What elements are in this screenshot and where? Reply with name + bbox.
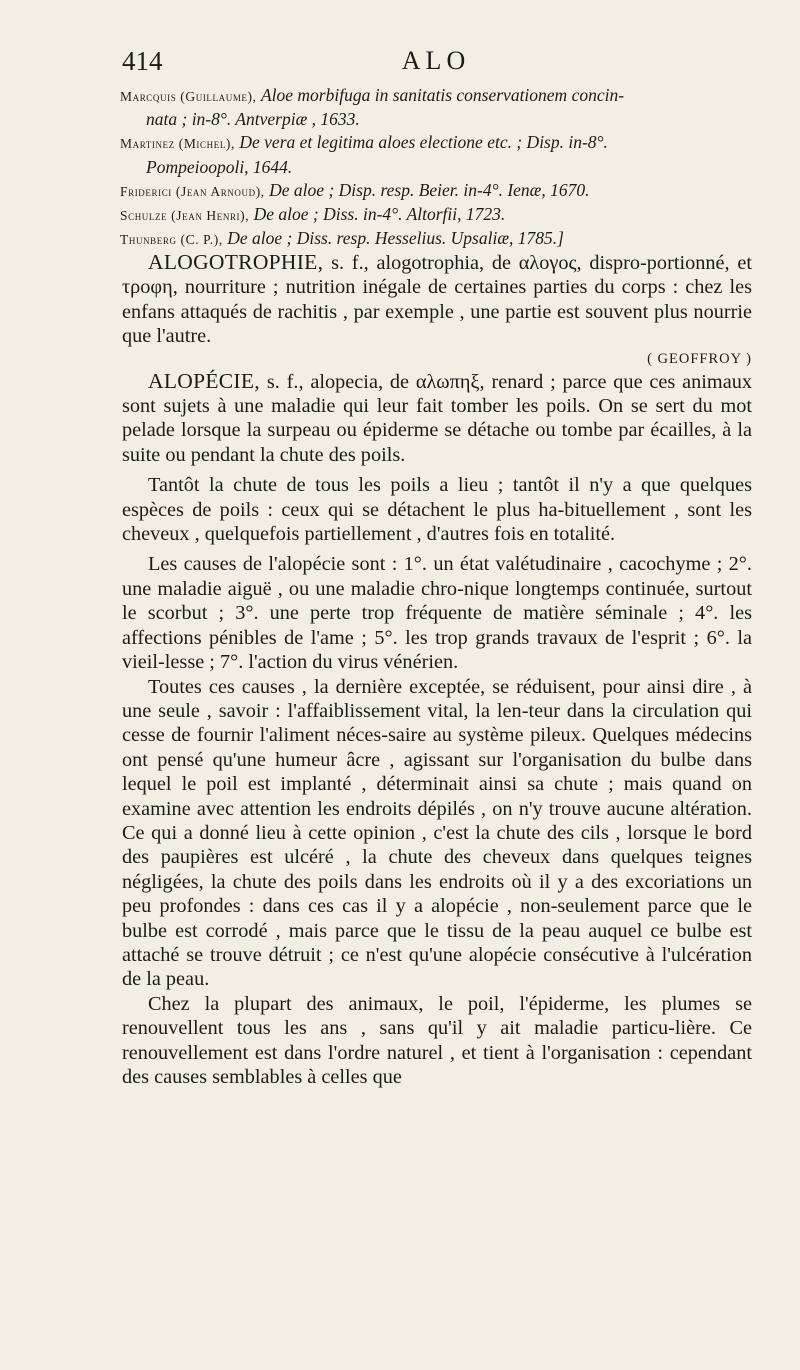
bib-title: nata ; in-8°. Antverpiæ , 1633.: [146, 109, 360, 130]
page-header: [122, 46, 750, 82]
bib-title: De aloe ; Disp. resp. Beier. in-4°. Ienæ, 1670.: [269, 179, 590, 200]
bib-title: Pompeioopoli, 1644.: [146, 156, 293, 177]
bibliography-entry-continued: [120, 156, 754, 179]
bib-author: Schulze (Jean Henri),: [120, 208, 250, 224]
bibliography-list: [120, 84, 754, 251]
headword: ALOPÉCIE,: [148, 368, 260, 393]
bib-author: Friderici (Jean Arnoud),: [120, 183, 265, 199]
running-head: ALO: [401, 46, 471, 75]
bibliography-entry: [120, 227, 754, 251]
bib-author: Thunberg (C. P.),: [120, 232, 223, 248]
bibliography-entry: [120, 179, 754, 203]
bib-title: De aloe ; Diss. resp. Hesselius. Upsaliæ, 1785.]: [227, 228, 564, 249]
paragraph: Tantôt la chute de tous les poils a lieu ; tantôt il n'y a que quelques espèces de poils : ceux qui se détachent le plus ha-bituellement , sont les cheveux , quelquefois partiellement , d'autres fois en totalité.: [122, 474, 752, 546]
bibliography-entry: [120, 131, 754, 155]
paragraph: Les causes de l'alopécie sont : 1°. un état valétudinaire , cacochyme ; 2°. une maladie aiguë , ou une maladie chro-nique longtemps continuée, surtout le scorbut ; 3°. une perte trop fréquente de matière séminale ; 4°. les affections pénibles de l'ame ; 5°. les trop grands travaux de l'esprit ; 6°. la vieil-lesse ; 7°. l'action du virus vénérien.: [122, 553, 752, 674]
article-alopecie: [122, 369, 752, 468]
article-text: s. f., alopecia, de αλωπηξ, renard ; parce que ces animaux sont sujets à une maladie qui leur fait tomber les poils. On se sert du mot pelade lorsque la surpeau ou épiderme se détache ou tombe par écailles, à la suite ou pendant la chute des poils.: [122, 370, 752, 466]
bibliography-entry: [120, 203, 754, 227]
page-number: 414: [122, 46, 163, 76]
bibliography-entry: [120, 84, 754, 108]
paragraph: Chez la plupart des animaux, le poil, l'épiderme, les plumes se renouvellent tous les ans , sans qu'il y ait maladie particu-lière. Ce renouvellement est dans l'ordre naturel , et tient à l'organisation : cependant des causes semblables à celles que: [122, 992, 752, 1088]
paragraph: Toutes ces causes , la dernière exceptée, se réduisent, pour ainsi dire , à une seule , savoir : l'affaiblissement vital, la len-teur dans la circulation qui cesse de fournir l'aliment néces-saire au système pileux. Quelques médecins ont pensé qu'une humeur âcre , agissant sur l'organisation du bulbe dans lequel le poil est implanté , déterminait ainsi sa chute ; mais quand on examine avec attention les endroits dépilés , on n'y trouve aucune altération. Ce qui a donné lieu à cette opinion , c'est la chute des cils , lorsque le bord des paupières est ulcéré , la chute des cheveux dans quelques teignes négligées, la chute des poils dans les endroits où il y a des excoriations un peu profondes : dans ces cas il y a alopécie , non-seulement parce que le bulbe est corrodé , mais parce que le tissu de la peau auquel ce bulbe est attaché se trouve détruit ; ce n'est qu'une alopécie consécutive à l'ulcération de la peau.: [122, 675, 752, 991]
article-alogotrophie: [122, 250, 752, 349]
bib-title: De vera et legitima aloes electione etc. ; Disp. in-8°.: [239, 132, 608, 153]
bib-title: De aloe ; Diss. in-4°. Altorfii, 1723.: [253, 204, 506, 225]
bib-author: Martinez (Michel),: [120, 136, 235, 152]
article-text: s. f., alogotrophia, de αλογος, dispro-portionné, et τροφη, nourriture ; nutrition inégale de certaines parties du corps : chez les enfans attaqués de rachitis , par exemple , une partie est souvent plus nourrie que l'autre.: [122, 252, 752, 348]
bib-title: Aloe morbifuga in sanitatis conservationem concin-: [260, 85, 625, 105]
article-body: [122, 250, 752, 1089]
bib-author: Marcquis (Guillaume),: [120, 89, 257, 104]
bibliography-entry-continued: [120, 108, 754, 131]
headword: ALOGOTROPHIE,: [148, 250, 324, 274]
author-signature: ( GEOFFROY ): [647, 350, 752, 367]
